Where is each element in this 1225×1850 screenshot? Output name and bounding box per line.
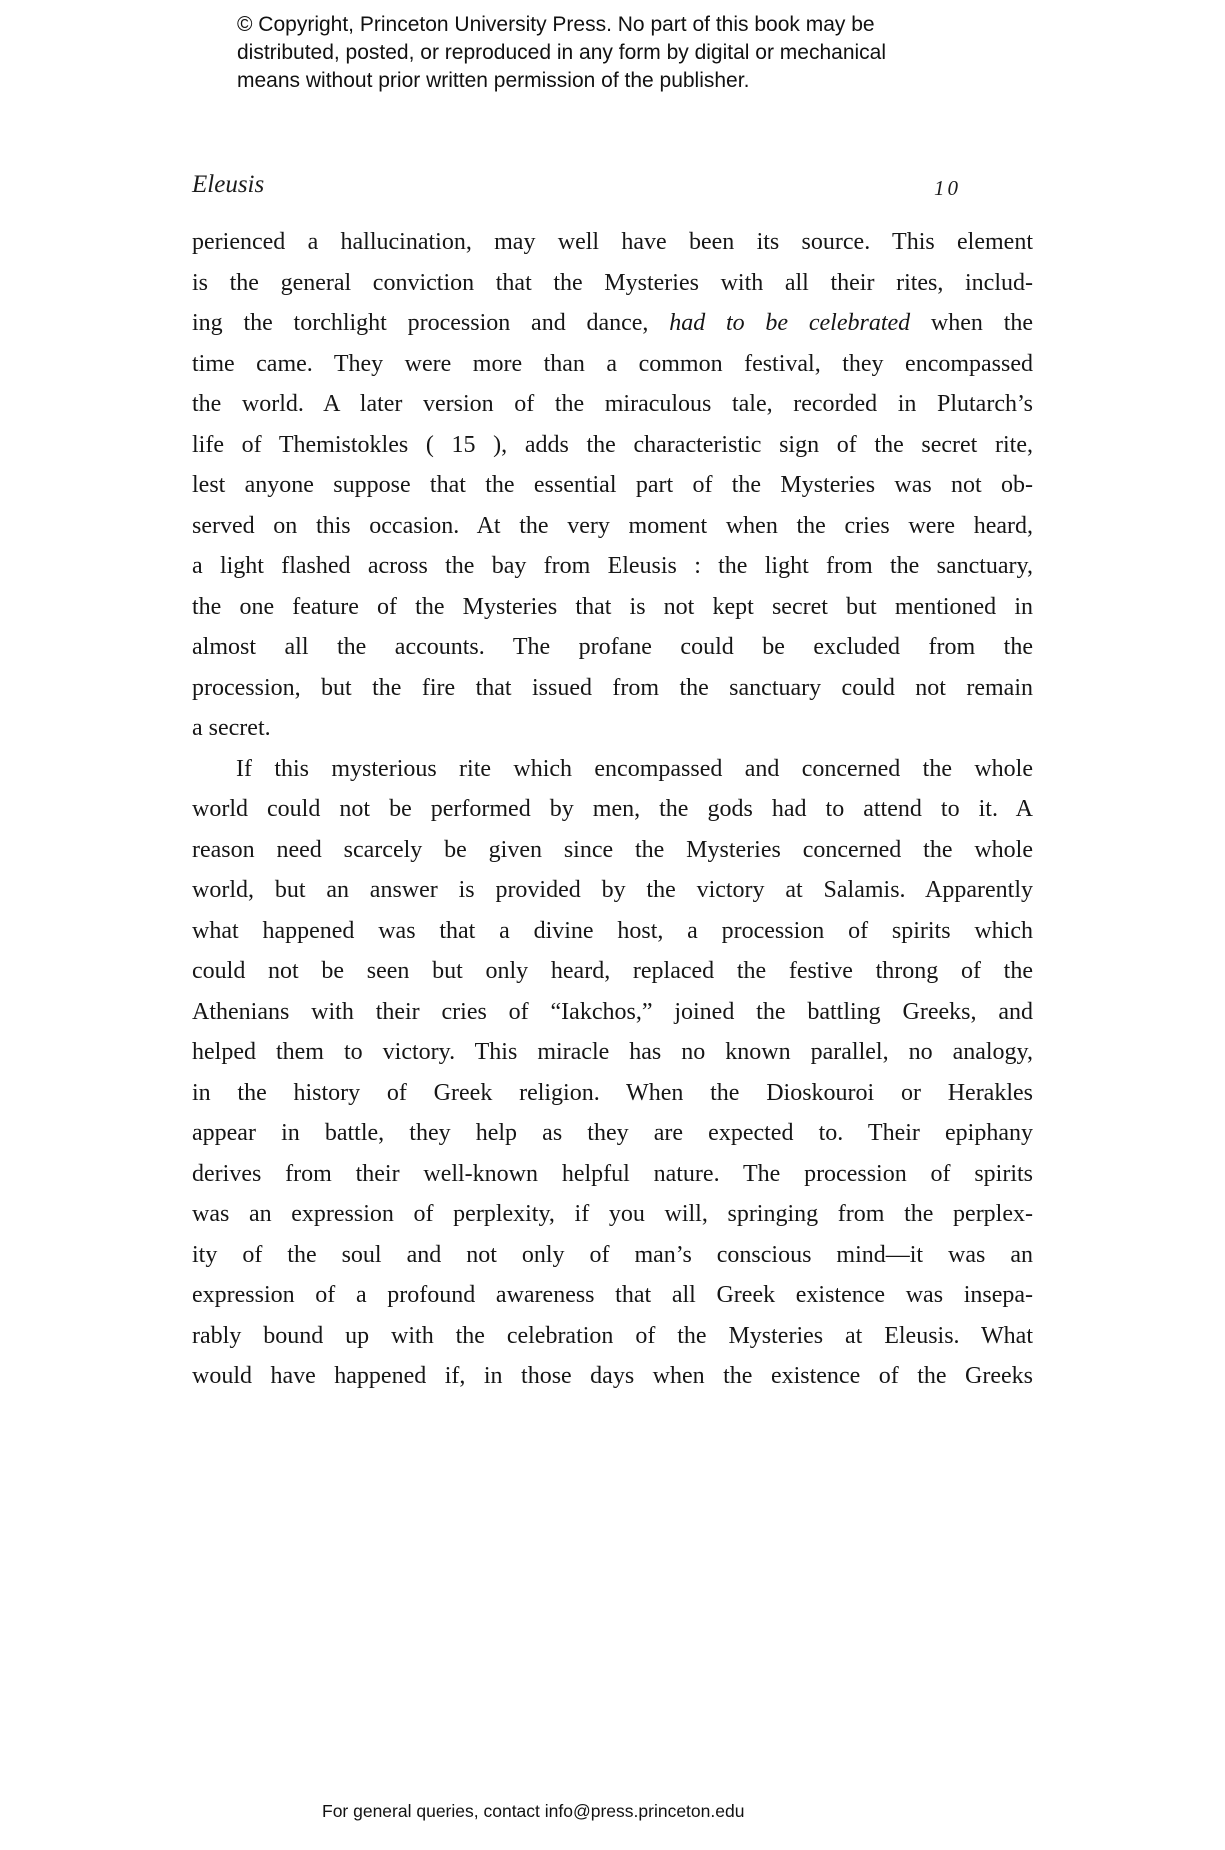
text-line xyxy=(192,1154,1033,1195)
text-line xyxy=(192,384,1033,425)
text-line xyxy=(192,1194,1033,1235)
copyright-notice xyxy=(237,11,886,95)
text-segment: the world. A later version of the miraculous tale, recorded in Plutarch’s xyxy=(192,391,1033,417)
text-segment: when the xyxy=(910,310,1033,336)
text-segment: world, but an answer is provided by the victory at Salamis. Apparently xyxy=(192,877,1033,903)
copyright-line: distributed, posted, or reproduced in any form by digital or mechanical xyxy=(237,41,887,64)
text-segment: ity of the soul and not only of man’s conscious mind—it was an xyxy=(192,1241,1033,1268)
text-line xyxy=(192,992,1033,1033)
text-line xyxy=(192,830,1033,871)
text-line xyxy=(192,668,1033,709)
text-segment: a secret. xyxy=(192,715,271,741)
text-line xyxy=(192,951,1033,992)
text-line xyxy=(192,1073,1033,1114)
text-line xyxy=(192,546,1033,587)
text-line xyxy=(192,263,1033,304)
text-segment: was an expression of perplexity, if you will, springing from the perplex- xyxy=(192,1201,1033,1227)
body-text xyxy=(192,222,1033,1397)
text-segment: expression of a profound awareness that all Greek existence was insepa- xyxy=(192,1282,1033,1308)
text-segment: is the general conviction that the Mysteries with all their rites, includ- xyxy=(192,269,1033,296)
text-line xyxy=(192,870,1033,911)
page-number: 10 xyxy=(934,176,961,200)
text-segment: derives from their well-known helpful nature. The procession of spirits xyxy=(192,1160,1033,1187)
text-segment: rably bound up with the celebration of the Mysteries at Eleusis. What xyxy=(192,1322,1033,1349)
copyright-line: means without prior written permission of the publisher. xyxy=(237,69,750,92)
text-segment: what happened was that a divine host, a procession of spirits which xyxy=(192,917,1033,944)
text-line xyxy=(192,708,1033,749)
text-segment: perienced a hallucination, may well have been its source. This element xyxy=(192,229,1033,255)
text-line xyxy=(192,344,1033,385)
text-line xyxy=(192,303,1033,344)
text-line xyxy=(192,506,1033,547)
text-line xyxy=(192,1275,1033,1316)
italic-text-segment: had to be celebrated xyxy=(669,310,911,336)
text-line xyxy=(192,627,1033,668)
text-segment: could not be seen but only heard, replaced the festive throng of the xyxy=(192,958,1033,984)
text-line xyxy=(192,911,1033,952)
text-segment: would have happened if, in those days when the existence of the Greeks xyxy=(192,1363,1033,1389)
text-segment: If this mysterious rite which encompassed and concerned the whole xyxy=(236,755,1033,782)
text-segment: almost all the accounts. The profane could be excluded from the xyxy=(192,634,1033,660)
text-line xyxy=(192,789,1033,830)
paragraph xyxy=(192,222,1033,749)
text-segment: lest anyone suppose that the essential part of the Mysteries was not ob- xyxy=(192,472,1033,498)
text-segment: appear in battle, they help as they are expected to. Their epiphany xyxy=(192,1120,1033,1146)
text-segment: a light flashed across the bay from Eleusis : the light from the sanctuary, xyxy=(192,553,1033,579)
text-segment: time came. They were more than a common festival, they encompassed xyxy=(192,350,1033,377)
text-segment: served on this occasion. At the very moment when the cries were heard, xyxy=(192,512,1033,539)
text-line xyxy=(192,1356,1033,1397)
text-segment: the one feature of the Mysteries that is not kept secret but mentioned in xyxy=(192,593,1033,620)
text-segment: helped them to victory. This miracle has no known parallel, no analogy, xyxy=(192,1039,1033,1065)
running-title: Eleusis xyxy=(192,171,265,198)
text-line xyxy=(192,465,1033,506)
text-segment: world could not be performed by men, the gods had to attend to it. A xyxy=(192,796,1033,822)
text-line xyxy=(192,1235,1033,1276)
text-line xyxy=(192,1113,1033,1154)
text-segment: procession, but the fire that issued from the sanctuary could not remain xyxy=(192,674,1033,701)
footer-contact: For general queries, contact info@press.princeton.edu xyxy=(322,1801,745,1821)
paragraph xyxy=(192,749,1033,1397)
text-segment: reason need scarcely be given since the Mysteries concerned the whole xyxy=(192,836,1033,863)
text-line xyxy=(192,1032,1033,1073)
text-segment: ing the torchlight procession and dance, xyxy=(192,310,670,336)
copyright-line: © Copyright, Princeton University Press. No part of this book may be xyxy=(237,13,875,36)
text-line xyxy=(192,587,1033,628)
text-line xyxy=(192,425,1033,466)
text-segment: Athenians with their cries of “Iakchos,” joined the battling Greeks, and xyxy=(192,998,1033,1025)
text-segment: life of Themistokles ( 15 ), adds the characteristic sign of the secret rite, xyxy=(192,431,1033,458)
text-line xyxy=(192,222,1033,263)
text-segment: in the history of Greek religion. When the Dioskouroi or Herakles xyxy=(192,1079,1033,1106)
text-line xyxy=(192,749,1033,790)
text-line xyxy=(192,1316,1033,1357)
